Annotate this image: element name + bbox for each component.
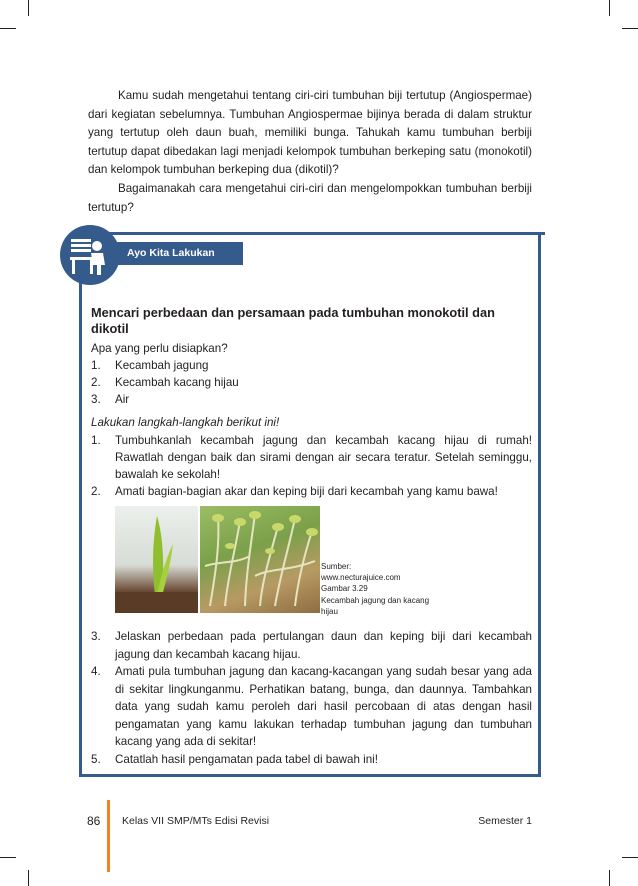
intro-paragraph-2: Bagaimanakah cara mengetahui ciri-ciri dan mengelompokkan tumbuhan berbiji tertutup? — [88, 181, 532, 214]
list-item: 2. Kecambah kacang hijau — [91, 376, 239, 389]
activity-content-continued — [91, 628, 532, 768]
crop-mark — [28, 0, 29, 16]
figure-caption-text: Kecambah jagung dan kacang hijau — [321, 595, 430, 616]
list-item: 5. Catatlah hasil pengamatan pada tabel di bawah ini! — [91, 752, 378, 766]
crop-mark — [609, 870, 610, 886]
list-item: 2. Amati bagian-bagian akar dan keping biji dari kecambah yang kamu bawa! — [91, 485, 498, 498]
activity-title: Mencari perbedaan dan persamaan pada tumbuhan monokotil dan dikotil — [91, 305, 495, 336]
steps-list-a — [91, 432, 532, 500]
crop-mark — [622, 857, 638, 858]
crop-mark — [28, 870, 29, 886]
figure-number: Gambar 3.29 — [321, 584, 368, 594]
activity-banner: Ayo Kita Lakukan — [117, 242, 243, 265]
crop-mark — [622, 28, 638, 29]
source-label: Sumber: — [321, 562, 352, 571]
activity-content — [91, 305, 532, 500]
footer-divider — [107, 800, 110, 872]
sprout-photos — [115, 506, 320, 613]
intro-section — [88, 87, 532, 217]
crop-mark — [0, 857, 16, 858]
list-item: 1. Kecambah jagung — [91, 359, 209, 372]
book-title: Kelas VII SMP/MTs Edisi Revisi — [122, 815, 270, 827]
list-item: 1. Tumbuhkanlah kecambah jagung dan kecambah kacang hijau di rumah! Rawatlah dengan baik dan sirami dengan air secara teratur. Setelah seminggu, bawalah ke sekolah! — [91, 434, 532, 481]
corn-sprout-photo — [115, 506, 198, 613]
figure-caption — [321, 561, 441, 617]
steps-heading: Lakukan langkah-langkah berikut ini! — [91, 416, 280, 429]
intro-paragraph-1: Kamu sudah mengetahui tentang ciri-ciri tumbuhan biji tertutup (Angiospermae) dari kegiatan sebelumnya. Tumbuhan Angiospermae bijinya berada di dalam struktur yang tertutup oleh daun buah, memiliki bunga. Tahukah kamu tumbuhan berbiji tertutup dapat dibedakan lagi menjadi kelompok tumbuhan berkeping satu (monokotil) dan kelompok tumbuhan berkeping dua (dikotil)? — [88, 89, 532, 177]
student-desk-icon — [60, 225, 120, 285]
steps-list-b — [91, 628, 532, 768]
crop-mark — [609, 0, 610, 16]
mung-bean-sprout-photo — [200, 506, 320, 613]
list-item: 4. Amati pula tumbuhan jagung dan kacang-kacangan yang sudah besar yang ada di sekitar lingkunganmu. Perhatikan batang, bunga, dan daunnya. Tambahkan data yang sudah kamu peroleh dari hasil percobaan di atas dengan hasil pengamatan yang kamu lakukan terhadap tumbuhan jagung dan tumbuhan kacang yang ada di sekitar! — [91, 665, 532, 748]
semester-label: Semester 1 — [478, 815, 532, 827]
materials-list — [91, 357, 532, 408]
prep-heading: Apa yang perlu disiapkan? — [91, 342, 228, 355]
page-number: 86 — [87, 814, 101, 828]
list-item: 3. Air — [91, 393, 130, 406]
list-item: 3. Jelaskan perbedaan pada pertulangan daun dan keping biji dari kecambah jagung dan kecambah kacang hijau. — [91, 630, 532, 661]
source-url: www.necturajuice.com — [321, 573, 401, 583]
crop-mark — [0, 28, 16, 29]
